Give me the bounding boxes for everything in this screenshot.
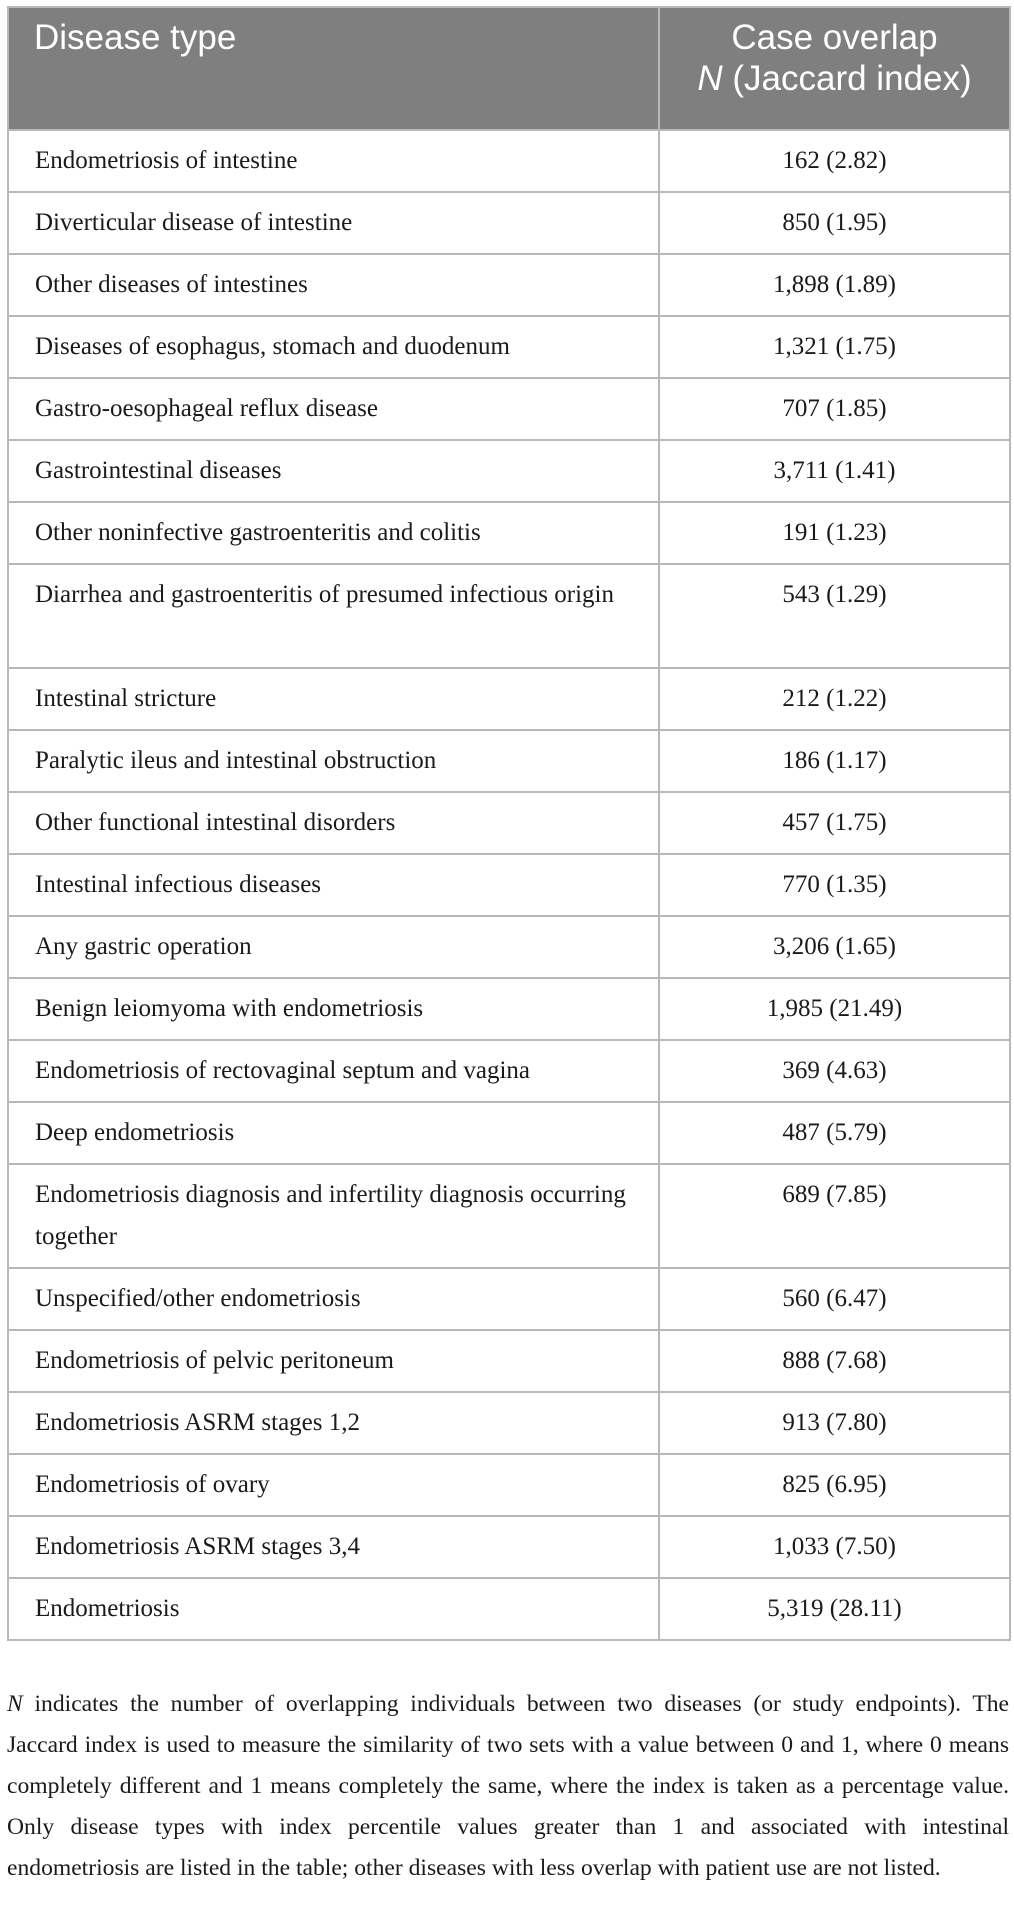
disease-name-cell: Intestinal infectious diseases bbox=[8, 854, 659, 916]
table-row bbox=[8, 192, 1010, 254]
table-row bbox=[8, 916, 1010, 978]
disease-name-cell: Endometriosis of rectovaginal septum and vagina bbox=[8, 1040, 659, 1102]
disease-name-cell: Any gastric operation bbox=[8, 916, 659, 978]
table-row bbox=[8, 1578, 1010, 1640]
overlap-value-cell: 369 (4.63) bbox=[659, 1040, 1010, 1102]
table-row bbox=[8, 1268, 1010, 1330]
table-row bbox=[8, 378, 1010, 440]
header-jaccard-label: (Jaccard index) bbox=[732, 59, 972, 98]
disease-name-cell: Other functional intestinal disorders bbox=[8, 792, 659, 854]
table-row bbox=[8, 1040, 1010, 1102]
disease-name-cell: Unspecified/other endometriosis bbox=[8, 1268, 659, 1330]
table-row bbox=[8, 1516, 1010, 1578]
overlap-value-cell: 487 (5.79) bbox=[659, 1102, 1010, 1164]
disease-name-cell: Benign leiomyoma with endometriosis bbox=[8, 978, 659, 1040]
disease-name-cell: Endometriosis of pelvic peritoneum bbox=[8, 1330, 659, 1392]
table-row bbox=[8, 440, 1010, 502]
overlap-value-cell: 560 (6.47) bbox=[659, 1268, 1010, 1330]
disease-name-cell: Endometriosis ASRM stages 1,2 bbox=[8, 1392, 659, 1454]
disease-name-cell: Diseases of esophagus, stomach and duodenum bbox=[8, 316, 659, 378]
overlap-value-cell: 1,033 (7.50) bbox=[659, 1516, 1010, 1578]
table-row bbox=[8, 130, 1010, 192]
overlap-value-cell: 3,711 (1.41) bbox=[659, 440, 1010, 502]
overlap-value-cell: 850 (1.95) bbox=[659, 192, 1010, 254]
disease-name-cell: Endometriosis diagnosis and infertility diagnosis occurring together bbox=[8, 1164, 659, 1268]
disease-name-cell: Endometriosis ASRM stages 3,4 bbox=[8, 1516, 659, 1578]
footnote-n-symbol: N bbox=[7, 1691, 23, 1717]
overlap-value-cell: 162 (2.82) bbox=[659, 130, 1010, 192]
table-row bbox=[8, 1164, 1010, 1268]
table-row bbox=[8, 316, 1010, 378]
overlap-value-cell: 689 (7.85) bbox=[659, 1164, 1010, 1268]
disease-name-cell: Deep endometriosis bbox=[8, 1102, 659, 1164]
table-header-row bbox=[8, 7, 1010, 130]
table-row bbox=[8, 978, 1010, 1040]
overlap-value-cell: 5,319 (28.11) bbox=[659, 1578, 1010, 1640]
disease-name-cell: Other diseases of intestines bbox=[8, 254, 659, 316]
table-row bbox=[8, 730, 1010, 792]
header-disease-type: Disease type bbox=[8, 7, 659, 130]
overlap-value-cell: 770 (1.35) bbox=[659, 854, 1010, 916]
disease-name-cell: Endometriosis bbox=[8, 1578, 659, 1640]
table-row bbox=[8, 502, 1010, 564]
disease-name-cell: Other noninfective gastroenteritis and colitis bbox=[8, 502, 659, 564]
disease-name-cell: Gastro-oesophageal reflux disease bbox=[8, 378, 659, 440]
table-row bbox=[8, 1392, 1010, 1454]
disease-name-cell: Endometriosis of ovary bbox=[8, 1454, 659, 1516]
table-row bbox=[8, 1102, 1010, 1164]
overlap-value-cell: 3,206 (1.65) bbox=[659, 916, 1010, 978]
overlap-value-cell: 707 (1.85) bbox=[659, 378, 1010, 440]
overlap-value-cell: 191 (1.23) bbox=[659, 502, 1010, 564]
disease-name-cell: Gastrointestinal diseases bbox=[8, 440, 659, 502]
table-row bbox=[8, 254, 1010, 316]
overlap-value-cell: 913 (7.80) bbox=[659, 1392, 1010, 1454]
table-row bbox=[8, 564, 1010, 668]
overlap-value-cell: 825 (6.95) bbox=[659, 1454, 1010, 1516]
overlap-value-cell: 1,898 (1.89) bbox=[659, 254, 1010, 316]
table-row bbox=[8, 854, 1010, 916]
disease-name-cell: Paralytic ileus and intestinal obstruction bbox=[8, 730, 659, 792]
overlap-value-cell: 888 (7.68) bbox=[659, 1330, 1010, 1392]
data-table-container bbox=[7, 6, 1009, 1641]
table-footnote bbox=[7, 1684, 1009, 1889]
overlap-value-cell: 212 (1.22) bbox=[659, 668, 1010, 730]
overlap-value-cell: 543 (1.29) bbox=[659, 564, 1010, 668]
header-case-overlap bbox=[659, 7, 1010, 130]
disease-name-cell: Intestinal stricture bbox=[8, 668, 659, 730]
disease-name-cell: Endometriosis of intestine bbox=[8, 130, 659, 192]
table-row bbox=[8, 1454, 1010, 1516]
overlap-value-cell: 457 (1.75) bbox=[659, 792, 1010, 854]
overlap-value-cell: 186 (1.17) bbox=[659, 730, 1010, 792]
header-n-symbol: N bbox=[697, 59, 723, 98]
disease-name-cell: Diverticular disease of intestine bbox=[8, 192, 659, 254]
footnote-text: indicates the number of overlapping individuals between two diseases (or study endpoints). The Jaccard index is used to measure the similarity of two sets with a value between 0 and 1, where 0 means completely different and 1 means completely the same, where the index is taken as a percentage value. Only disease types with index percentile values greater than 1 and associated with intestinal endometriosis are listed in the table; other diseases with less overlap with patient use are not listed. bbox=[7, 1691, 1009, 1881]
disease-overlap-table bbox=[7, 6, 1011, 1641]
table-row bbox=[8, 1330, 1010, 1392]
overlap-value-cell: 1,985 (21.49) bbox=[659, 978, 1010, 1040]
table-row bbox=[8, 792, 1010, 854]
header-case-overlap-label: Case overlap bbox=[731, 18, 938, 57]
table-row bbox=[8, 668, 1010, 730]
overlap-value-cell: 1,321 (1.75) bbox=[659, 316, 1010, 378]
disease-name-cell: Diarrhea and gastroenteritis of presumed infectious origin bbox=[8, 564, 659, 668]
